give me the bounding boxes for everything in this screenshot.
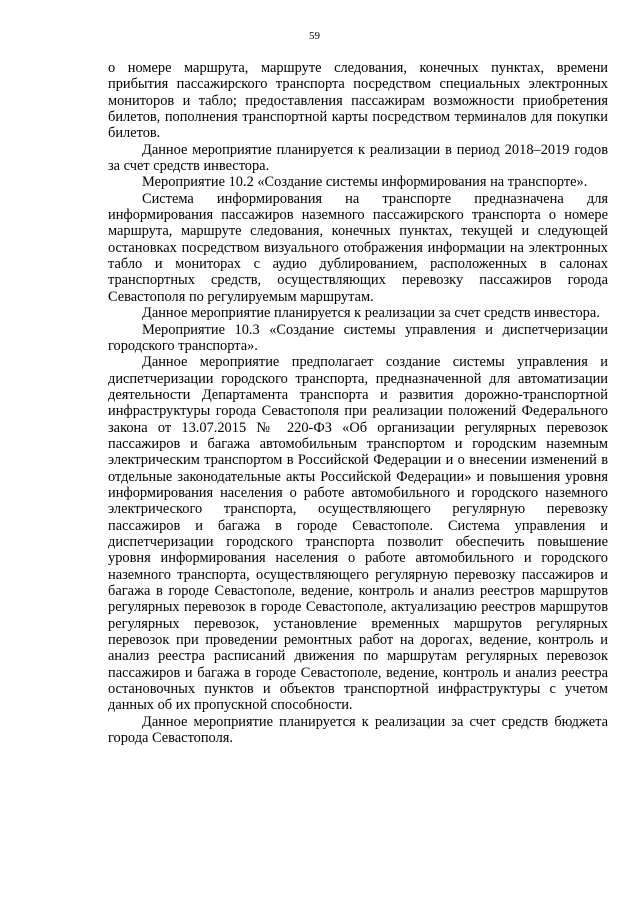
paragraph-funding-budget: Данное мероприятие планируется к реализации за счет средств бюджета города Севастополя. <box>108 713 608 747</box>
page-number: 59 <box>309 30 320 42</box>
paragraph-measure-10-3-description: Данное мероприятие предполагает создание системы управления и диспетчеризации городского транспорта, предназначенной для автоматизации деятельности Департамента транспорта и развития дорожно-транспортной инфраструктуры города Севастополя при реализации положений Федерального закона от 13.07.2015 № 220-ФЗ «Об организации регулярных перевозок пассажиров и багажа автомобильным транспортом и городским наземным электрическим транспортом в Российской Федерации и о внесении изменений в отдельные законодательные акты Российской Федерации» и повышения уровня информирования населения о работе автомобильного и городского наземного электрического транспорта, осуществляющего регулярную перевозку пассажиров и багажа в городе Севастополе. Система управления и диспетчеризации городского транспорта позволит обеспечить повышение уровня информирования населения о работе автомобильного и городского наземного транспорта, осуществляющего регулярную перевозку пассажиров и багажа в городе Севастополе, ведение, контроль и анализ реестров маршрутов регулярных перевозок в городе Севастополе, актуализацию реестров маршрутов регулярных перевозок, установление временных маршрутов регулярных перевозок при проведении ремонтных работ на дорогах, ведение, контроль и анализ реестра расписаний движения по маршрутам регулярных перевозок пассажиров и багажа в городе Севастополе, ведение, контроль и анализ реестра остановочных пунктов и объектов транспортной инфраструктуры с учетом данных об их пропускной способности. <box>108 354 608 714</box>
document-body <box>108 60 608 746</box>
paragraph-continuation: о номере маршрута, маршруте следования, конечных пунктах, времени прибытия пассажирского транспорта посредством специальных электронных мониторов и табло; предоставления пассажирам возможности приобретения билетов, пополнения транспортной карты посредством терминалов для покупки билетов. <box>108 60 608 142</box>
paragraph-measure-10-2-description: Система информирования на транспорте предназначена для информирования пассажиров наземного пассажирского транспорта о номере маршрута, маршруте следования, конечных пунктах, текущей и следующей остановках посредством визуального отображения информации на электронных табло и мониторах с аудио дублированием, расположенных в салонах транспортных средств, осуществляющих перевозку пассажиров города Севастополя по регулируемым маршрутам. <box>108 190 608 305</box>
paragraph-funding-investor: Данное мероприятие планируется к реализации за счет средств инвестора. <box>142 305 600 322</box>
paragraph-period-note: Данное мероприятие планируется к реализации в период 2018–2019 годов за счет средств инвестора. <box>108 141 608 175</box>
paragraph-measure-10-3-heading: Мероприятие 10.3 «Создание системы управления и диспетчеризации городского транспорта». <box>108 321 608 354</box>
paragraph-measure-10-2-heading: Мероприятие 10.2 «Создание системы информирования на транспорте». <box>142 174 588 191</box>
